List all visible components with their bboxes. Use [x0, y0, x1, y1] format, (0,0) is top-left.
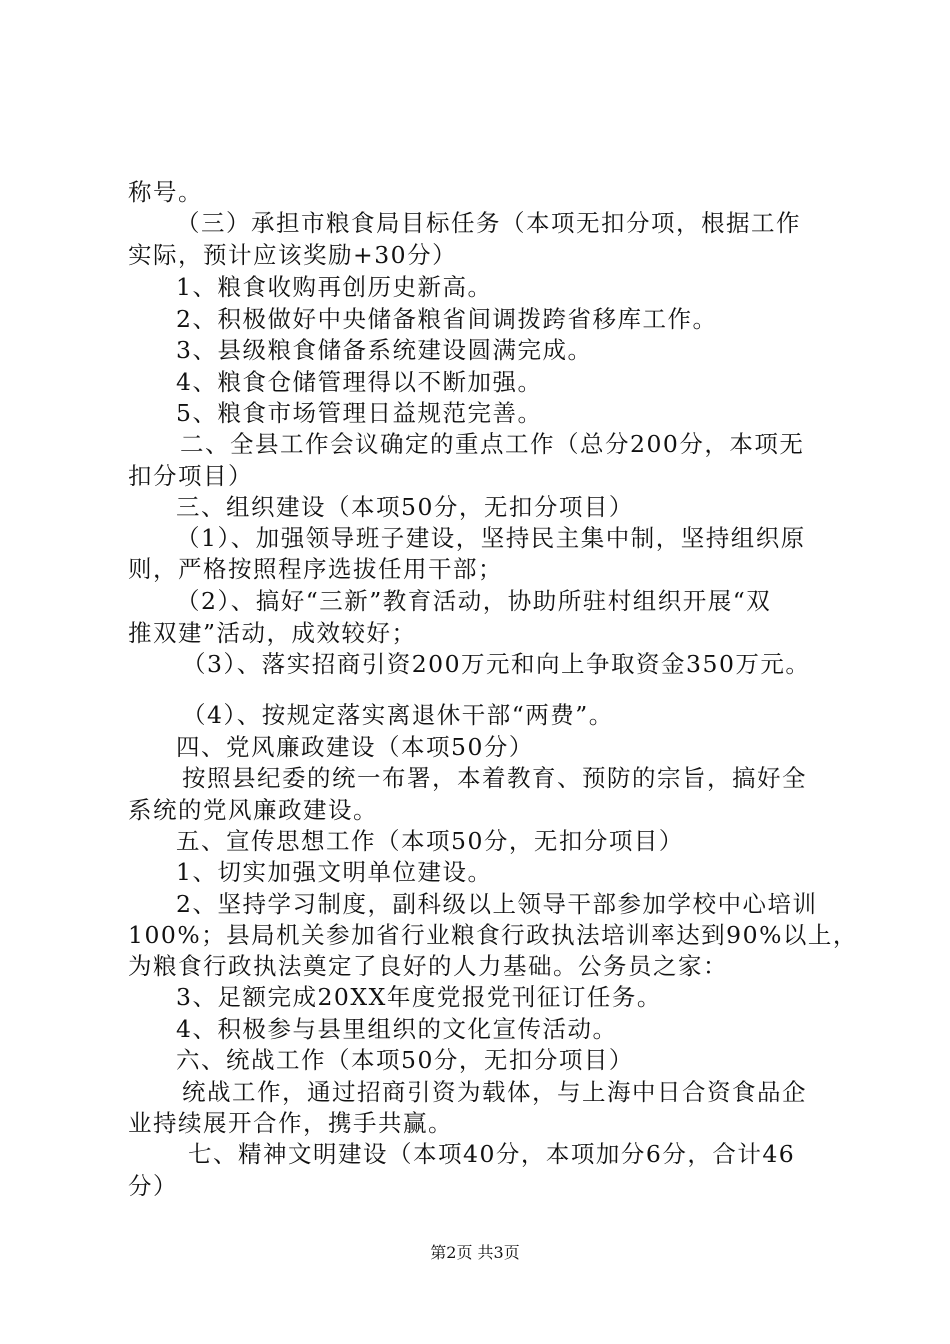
text-line: （三）承担市粮食局目标任务（本项无扣分项，根据工作	[176, 209, 801, 237]
text-line: 为粮食行政执法奠定了良好的人力基础。公务员之家：	[128, 952, 728, 980]
text-line: 业持续展开合作，携手共赢。	[128, 1109, 453, 1137]
text-line: 实际，预计应该奖励+30分）	[128, 241, 458, 269]
text-line: 推双建”活动，成效较好；	[128, 619, 417, 647]
text-line: 按照县纪委的统一布署，本着教育、预防的宗旨，搞好全	[182, 764, 807, 792]
text-line: 四、党风廉政建设（本项50分）	[176, 733, 534, 761]
text-line: 七、精神文明建设（本项40分，本项加分6分，合计46	[188, 1140, 796, 1168]
page-footer: 第2页 共3页	[430, 1243, 520, 1262]
text-line: 1、切实加强文明单位建设。	[176, 858, 493, 886]
text-line: 则，严格按照程序选拔任用干部；	[128, 555, 503, 583]
text-line: 称号。	[128, 178, 203, 206]
text-line: 3、足额完成20XX年度党报党刊征订任务。	[176, 983, 662, 1011]
text-line: 4、积极参与县里组织的文化宣传活动。	[176, 1015, 618, 1043]
text-line: 分）	[128, 1172, 178, 1200]
text-line: 三、组织建设（本项50分，无扣分项目）	[176, 493, 634, 521]
text-line: （4）、按规定落实离退休干部“两费”。	[182, 701, 614, 729]
text-line: 4、粮食仓储管理得以不断加强。	[176, 368, 543, 396]
text-line: 扣分项目）	[128, 462, 253, 490]
text-line: 二、全县工作会议确定的重点工作（总分200分，本项无	[180, 430, 805, 458]
text-line: （2）、搞好“三新”教育活动，协助所驻村组织开展“双	[176, 587, 772, 615]
text-line: 2、积极做好中央储备粮省间调拨跨省移库工作。	[176, 305, 718, 333]
text-line: 统战工作，通过招商引资为载体，与上海中日合资食品企	[182, 1078, 807, 1106]
text-line: （1）、加强领导班子建设，坚持民主集中制，坚持组织原	[176, 524, 806, 552]
text-line: 六、统战工作（本项50分，无扣分项目）	[176, 1046, 634, 1074]
text-line: 3、县级粮食储备系统建设圆满完成。	[176, 336, 593, 364]
text-line: 2、坚持学习制度，副科级以上领导干部参加学校中心培训	[176, 890, 818, 918]
text-line: 5、粮食市场管理日益规范完善。	[176, 399, 543, 427]
text-line: 100%；县局机关参加省行业粮食行政执法培训率达到90%以上，	[128, 921, 858, 949]
text-line: 系统的党风廉政建设。	[128, 796, 378, 824]
text-line: 1、粮食收购再创历史新高。	[176, 273, 493, 301]
text-line: 五、宣传思想工作（本项50分，无扣分项目）	[176, 827, 684, 855]
text-line: （3）、落实招商引资200万元和向上争取资金350万元。	[182, 650, 811, 678]
